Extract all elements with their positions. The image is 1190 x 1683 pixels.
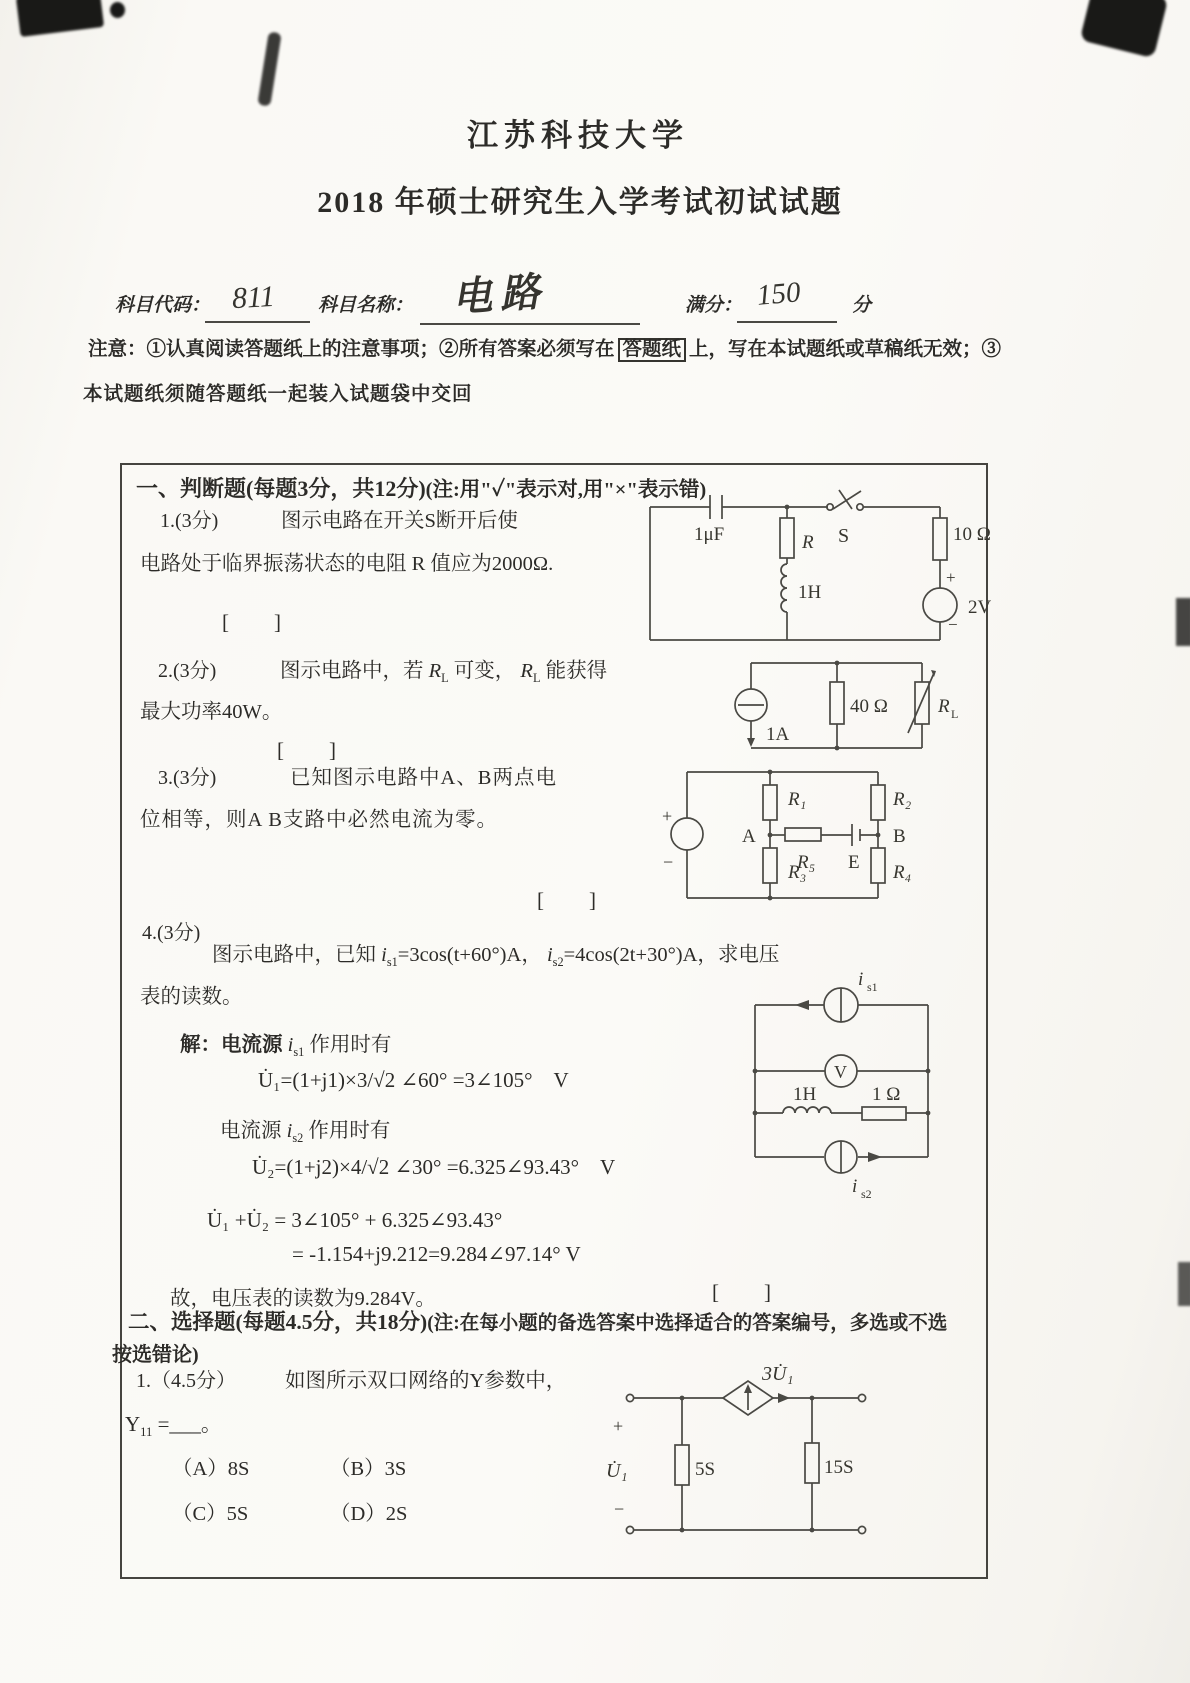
score-label: 满分： (685, 295, 743, 316)
c2-source-label: 1A (766, 724, 790, 745)
q4-line1 (212, 944, 779, 969)
q3-line1: 已知图示电路中A、B两点电 (290, 767, 557, 789)
q4-sol2-i: i (286, 1120, 293, 1142)
q4-conclusion: 故，电压表的读数为9.284V。 (170, 1288, 436, 1310)
c2-rl-sub: L (951, 707, 959, 721)
c3-node-b-label: B (893, 826, 906, 847)
q3-circuit-diagram (650, 765, 935, 910)
q4-formula1: U̇₁=(1+j1)×3/√2 ∠60° =3∠105° V (258, 1068, 569, 1092)
c5-g1-label: 5S (695, 1459, 716, 1480)
q3-answer-bracket: [ ] (537, 888, 597, 912)
q2-var-rl-2-sub: L (532, 671, 541, 686)
q4-sol2-a: 电流源 (220, 1120, 282, 1142)
q1-number: 1.(3分) (160, 510, 219, 532)
q4-is2-var: i (546, 944, 553, 966)
q4-line1-c: =4cos(2t+30°)A，求电压 (563, 944, 780, 966)
q2-line2: 最大功率40W。 (140, 701, 283, 723)
subject-name-label: 科目名称： (318, 295, 414, 316)
q2-line1-a: 图示电路中，若 (280, 660, 424, 682)
q4-is1-var: i (381, 944, 387, 966)
c5-plus-sign: + (613, 1416, 624, 1436)
c1-source-label: 2V (968, 597, 992, 618)
q4-is1-sub: s1 (386, 955, 398, 970)
q1-line1: 图示电路在开关S断开后使 (281, 510, 518, 532)
notice-line1 (88, 338, 1001, 362)
q4-formula3: U̇₁ +U̇₂ = 3∠105° + 6.325∠93.43° (207, 1208, 503, 1232)
q4-sol-a: 解：电流源 (180, 1034, 283, 1056)
q2-line1-c: 能获得 (545, 660, 608, 682)
q4-line1-b: =3cos(t+60°)A， (397, 944, 542, 966)
s2q1-text: 如图所示双口网络的Y参数中， (285, 1370, 567, 1392)
q4-sol2-b: 作用时有 (308, 1120, 391, 1142)
score-unit: 分 (852, 295, 872, 316)
notice-line2: 本试题纸须随答题纸一起装入试题袋中交回 (83, 384, 473, 405)
c4-is2-sub: s2 (861, 1187, 872, 1201)
q4-formula4: = -1.154+j9.212=9.284∠97.14° V (292, 1242, 581, 1266)
s2q1-y-blank: ___ (169, 1412, 201, 1436)
c1-inductor-label: 1H (798, 582, 822, 603)
q1-circuit-diagram (635, 480, 1005, 655)
s2q1-circuit-diagram (595, 1352, 895, 1547)
q2-answer-bracket: [ ] (277, 738, 337, 762)
notice-line1-part-b: 上，写在本试题纸或草稿纸无效；③ (689, 339, 1002, 360)
section2-heading-text: 二、选择题(每题4.5分，共18分) (128, 1310, 428, 1334)
c1-minus-sign: − (948, 615, 958, 634)
c4-is1-sub: s1 (867, 980, 878, 994)
q2-var-rl-1: R (428, 660, 442, 682)
c3-plus-sign: + (662, 806, 673, 826)
subject-name-underline (420, 322, 640, 325)
section1-heading (136, 476, 706, 503)
subject-name-value: 电路 (450, 268, 550, 321)
c1-switch-label: S (838, 525, 850, 547)
university-name: 江苏科技大学 (467, 118, 689, 153)
c4-inductor-label: 1H (793, 1084, 817, 1105)
s2q1-y-sub: 11 (140, 1425, 153, 1440)
s2q1-y-var: Y (125, 1412, 141, 1436)
subject-code-label: 科目代码： (115, 295, 211, 316)
c5-dependent-source-label: 3U̇₁ (762, 1363, 794, 1385)
c3-r2-label: R₂ (893, 789, 912, 810)
c4-voltmeter-label: V (834, 1062, 847, 1082)
q4-formula2: U̇₂=(1+j2)×4/√2 ∠30° =6.325∠93.43° V (252, 1155, 616, 1179)
q4-circuit-diagram (740, 962, 955, 1202)
s2q1-number: 1.（4.5分） (136, 1370, 236, 1392)
q1-answer-bracket: [ ] (222, 610, 282, 634)
q4-sol-i: i (287, 1034, 294, 1056)
answer-sheet-box: 答题纸 (618, 338, 687, 362)
c2-rl-label: R (938, 696, 950, 717)
q4-solution-line1 (180, 1034, 391, 1059)
section1-heading-note: (注:用"✓"表示对,用"×"表示错) (425, 479, 707, 501)
q4-line2: 表的读数。 (140, 986, 243, 1008)
c4-is2-label: i (852, 1176, 858, 1197)
scan-mark-right-edge-2 (1178, 1262, 1190, 1306)
q4-answer-bracket: [ ] (712, 1280, 772, 1304)
c1-capacitor-label: 1μF (694, 524, 725, 545)
q4-line1-a: 图示电路中，已知 (212, 944, 376, 966)
s2q1-y-period: 。 (200, 1412, 222, 1436)
section2-heading-note2: 按选错论) (112, 1344, 199, 1366)
scan-mark-top-right (1080, 0, 1169, 58)
q4-solution-line2 (220, 1120, 390, 1145)
q2-var-rl-2: R (520, 660, 533, 682)
c1-resistor-r-label: R (802, 532, 814, 553)
scan-mark-left-streak (257, 31, 281, 106)
s2q1-y11-line (125, 1412, 222, 1440)
c3-r4-label: R₄ (893, 862, 912, 883)
q4-sol2-i-sub: s2 (292, 1131, 304, 1146)
c1-plus-sign: + (946, 568, 956, 587)
c4-resistor-label: 1 Ω (872, 1084, 901, 1105)
c3-node-a-label: A (742, 826, 756, 847)
scan-mark-top-left (16, 0, 104, 37)
section2-heading-note: (注:在每小题的备选答案中选择适合的答案编号，多选或不选 (427, 1313, 948, 1334)
score-underline (737, 320, 837, 323)
c5-g2-label: 15S (824, 1457, 854, 1478)
q2-line1 (280, 660, 607, 685)
score-value: 150 (755, 276, 802, 312)
c1-resistor-10ohm-label: 10 Ω (953, 524, 991, 545)
q4-is2-sub: s2 (552, 955, 564, 970)
scan-mark-right-edge-1 (1176, 598, 1190, 646)
c4-is1-label: i (858, 969, 864, 990)
c5-u1-label: U̇₁ (606, 1460, 628, 1482)
c3-r3-label: R₃ (788, 862, 807, 883)
s2q1-option-a: （A）8S (172, 1458, 250, 1480)
q4-number: 4.(3分) (142, 922, 201, 944)
q2-number: 2.(3分) (158, 660, 217, 682)
scan-mark-top-left-dot (110, 2, 125, 18)
exam-title: 2018 年硕士研究生入学考试初试试题 (317, 186, 843, 219)
s2q1-option-d: （D）2S (330, 1503, 408, 1525)
s2q1-y-eq: = (157, 1412, 170, 1436)
s2q1-option-b: （B）3S (330, 1458, 407, 1480)
q2-circuit-diagram (720, 650, 980, 760)
q3-number: 3.(3分) (158, 767, 217, 789)
q4-sol-i-sub: s1 (293, 1045, 305, 1060)
s2q1-option-c: （C）5S (172, 1503, 249, 1525)
section2-heading (128, 1310, 947, 1335)
notice-line1-part-a: 注意：①认真阅读答题纸上的注意事项；②所有答案必须写在 (88, 339, 615, 360)
c3-r5-label: R₅ (797, 852, 816, 873)
c3-e-label: E (848, 852, 860, 873)
subject-code-underline (205, 320, 310, 323)
subject-code-value: 811 (231, 279, 276, 316)
q1-line2: 电路处于临界振荡状态的电阻 R 值应为2000Ω. (140, 553, 554, 575)
q4-sol-b: 作用时有 (309, 1034, 392, 1056)
c3-r1-label: R₁ (788, 789, 807, 810)
q3-line2: 位相等，则A B支路中必然电流为零。 (140, 809, 498, 831)
q2-var-rl-1-sub: L (441, 671, 449, 686)
c3-minus-sign: − (663, 852, 674, 872)
c5-minus-sign: − (614, 1499, 625, 1519)
c2-resistor-label: 40 Ω (850, 696, 888, 717)
q2-line1-b: 可变， (453, 660, 516, 682)
section1-heading-text: 一、判断题(每题3分，共12分) (136, 476, 426, 501)
